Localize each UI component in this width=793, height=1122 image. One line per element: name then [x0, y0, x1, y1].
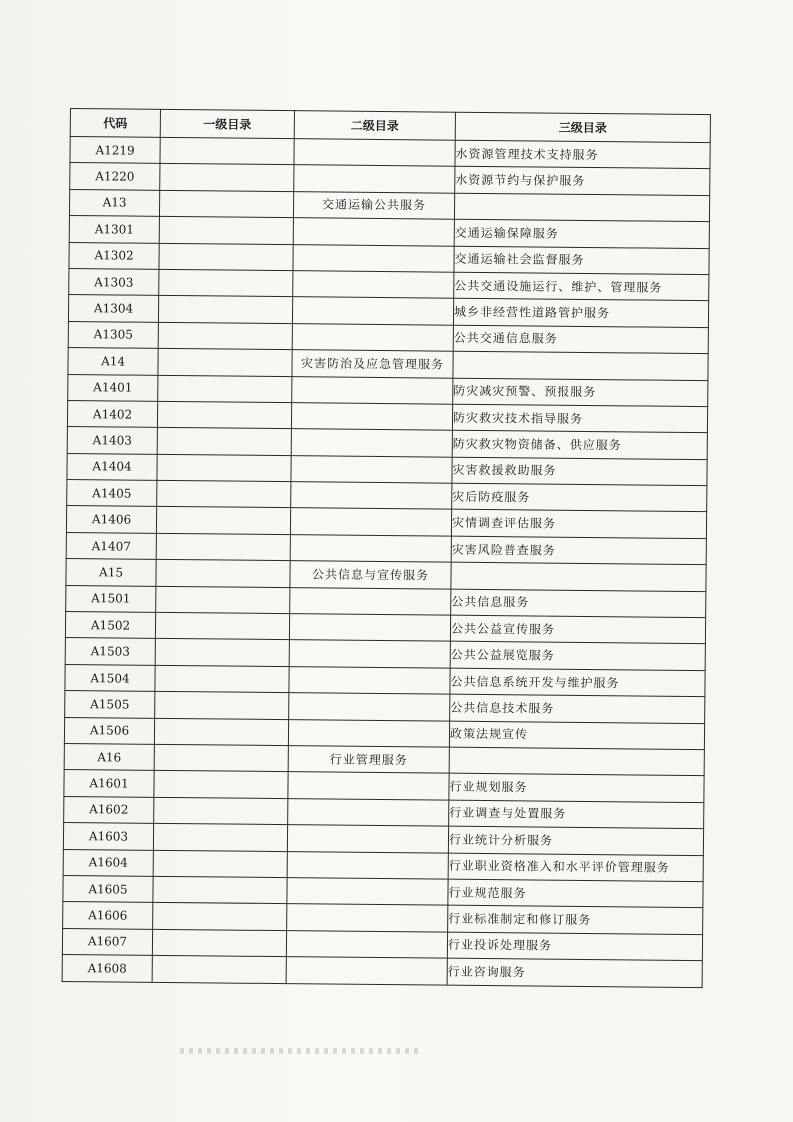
cell-level1: [155, 612, 289, 640]
cell-level3: 行业标准制定和修订服务: [448, 905, 703, 934]
cell-level3: 灾害救援救助服务: [452, 457, 707, 486]
cell-code: A1603: [63, 823, 153, 850]
cell-level1: [155, 639, 289, 667]
cell-code: A1501: [66, 585, 156, 612]
cell-level2: [292, 376, 453, 404]
cell-level1: [157, 454, 291, 482]
cell-level2: [287, 904, 448, 932]
cell-code: A1407: [66, 532, 156, 559]
cell-level2: [292, 323, 453, 351]
cell-level2: [288, 719, 449, 747]
cell-level1: [154, 771, 288, 799]
cell-level2: [291, 429, 452, 457]
cell-level1: [152, 955, 286, 983]
cell-level2: [287, 878, 448, 906]
cell-level3: [454, 193, 709, 222]
cell-level2: [291, 455, 452, 483]
cell-level1: [155, 665, 289, 693]
cell-level3: 行业统计分析服务: [448, 826, 703, 855]
cell-level2: [293, 271, 454, 299]
cell-level3: 行业咨询服务: [447, 958, 702, 987]
catalog-table: [62, 108, 711, 988]
cell-code: A1302: [69, 242, 159, 269]
cell-level1: [155, 692, 289, 720]
cell-level3: 水资源节约与保护服务: [455, 167, 710, 196]
cell-code: A1505: [65, 691, 155, 718]
cell-level1: [154, 718, 288, 746]
cell-level3: 公共交通信息服务: [453, 325, 708, 354]
cell-code: A1305: [68, 321, 158, 348]
cell-code: A1220: [70, 163, 160, 190]
cell-level2: [289, 666, 450, 694]
cell-code: A14: [68, 348, 158, 375]
cell-level2: 行业管理服务: [288, 746, 449, 774]
header-level2: 二级目录: [294, 111, 455, 141]
cell-level1: [153, 823, 287, 851]
cell-code: A1303: [69, 268, 159, 295]
cell-level1: [156, 507, 290, 535]
cell-level2: [289, 693, 450, 721]
cell-level2: [294, 165, 455, 193]
cell-level3: 行业投诉处理服务: [447, 932, 702, 961]
cell-level3: 行业调查与处置服务: [449, 800, 704, 829]
cell-level3: [453, 351, 708, 380]
cell-level3: 公共公益展览服务: [450, 642, 705, 671]
cell-level1: [158, 296, 292, 324]
cell-code: A1219: [70, 137, 160, 164]
cell-level2: [291, 403, 452, 431]
cell-level1: [159, 243, 293, 271]
cell-level1: [160, 164, 294, 192]
cell-level1: [157, 401, 291, 429]
cell-code: A1601: [64, 770, 154, 797]
cell-level1: [157, 480, 291, 508]
cell-level2: [294, 139, 455, 167]
cell-level1: [157, 428, 291, 456]
cell-level2: [293, 218, 454, 246]
cell-level2: [290, 508, 451, 536]
cell-level3: 政策法规宣传: [449, 721, 704, 750]
table-row: [62, 955, 702, 988]
cell-level1: [156, 533, 290, 561]
cell-code: A1503: [65, 638, 155, 665]
cell-level3: 公共信息服务: [451, 589, 706, 618]
cell-level1: [156, 586, 290, 614]
cell-code: A13: [69, 189, 159, 216]
cell-code: A1402: [67, 400, 157, 427]
cell-level1: [158, 348, 292, 376]
cell-level3: 公共交通设施运行、维护、管理服务: [454, 272, 709, 301]
cell-level3: 水资源管理技术支持服务: [455, 140, 710, 169]
cell-level1: [154, 797, 288, 825]
cell-level1: [152, 929, 286, 957]
cell-level1: [158, 322, 292, 350]
cell-code: A1502: [65, 612, 155, 639]
cell-level3: 防灾减灾预警、预报服务: [453, 378, 708, 407]
cell-level3: 城乡非经营性道路管护服务: [453, 299, 708, 328]
cell-level2: [293, 244, 454, 272]
cell-level3: 防灾救灾物资储备、供应服务: [452, 430, 707, 459]
cell-level2: [291, 482, 452, 510]
cell-level2: 交通运输公共服务: [293, 191, 454, 219]
cell-level2: [289, 614, 450, 642]
cell-level1: [153, 876, 287, 904]
cell-level3: [451, 562, 706, 591]
cell-code: A1604: [63, 849, 153, 876]
cell-code: A1607: [62, 928, 152, 955]
cell-level3: 灾情调查评估服务: [451, 510, 706, 539]
cell-level3: 交通运输社会监督服务: [454, 246, 709, 275]
cell-level3: 行业规划服务: [449, 774, 704, 803]
cell-level2: [286, 957, 447, 985]
cell-code: A1301: [69, 216, 159, 243]
cell-level1: [153, 903, 287, 931]
cell-level3: 公共信息系统开发与维护服务: [450, 668, 705, 697]
cell-code: A15: [66, 559, 156, 586]
header-level1: 一级目录: [160, 109, 294, 138]
cell-code: A1506: [64, 717, 154, 744]
cell-level2: 公共信息与宣传服务: [290, 561, 451, 589]
cell-code: A1304: [68, 295, 158, 322]
cell-level2: [287, 825, 448, 853]
cell-level3: 灾后防疫服务: [452, 483, 707, 512]
cell-level2: [289, 640, 450, 668]
cell-level1: [158, 375, 292, 403]
cell-code: A1403: [67, 427, 157, 454]
cell-level2: [287, 851, 448, 879]
cell-level2: [288, 798, 449, 826]
cell-code: A1608: [62, 955, 152, 982]
cell-level3: 公共公益宣传服务: [450, 615, 705, 644]
cell-level2: [290, 534, 451, 562]
cell-level2: [286, 930, 447, 958]
cell-level1: [153, 850, 287, 878]
cell-level2: 灾害防治及应急管理服务: [292, 350, 453, 378]
cell-code: A1504: [65, 664, 155, 691]
cell-level3: 防灾救灾技术指导服务: [452, 404, 707, 433]
cell-level3: 行业规范服务: [448, 879, 703, 908]
cell-level3: 行业职业资格准入和水平评价管理服务: [448, 853, 703, 882]
cell-code: A1406: [66, 506, 156, 533]
cell-level3: 灾害风险普查服务: [451, 536, 706, 565]
cell-code: A1405: [67, 480, 157, 507]
table-body: [62, 137, 710, 988]
cell-level1: [156, 560, 290, 588]
cell-code: A1602: [64, 796, 154, 823]
cell-code: A1605: [63, 875, 153, 902]
cell-level2: [288, 772, 449, 800]
cell-level1: [159, 269, 293, 297]
cell-code: A1404: [67, 453, 157, 480]
cell-code: A1606: [63, 902, 153, 929]
cell-level1: [159, 217, 293, 245]
cell-level1: [159, 190, 293, 218]
cell-code: A1401: [68, 374, 158, 401]
cell-level3: 交通运输保障服务: [454, 219, 709, 248]
scan-smudge: [180, 1048, 420, 1054]
cell-level2: [292, 297, 453, 325]
cell-level3: [449, 747, 704, 776]
cell-code: A16: [64, 743, 154, 770]
cell-level2: [290, 587, 451, 615]
header-level3: 三级目录: [455, 112, 710, 142]
cell-level3: 公共信息技术服务: [450, 694, 705, 723]
cell-level1: [160, 137, 294, 165]
header-code: 代码: [70, 109, 160, 138]
cell-level1: [154, 744, 288, 772]
